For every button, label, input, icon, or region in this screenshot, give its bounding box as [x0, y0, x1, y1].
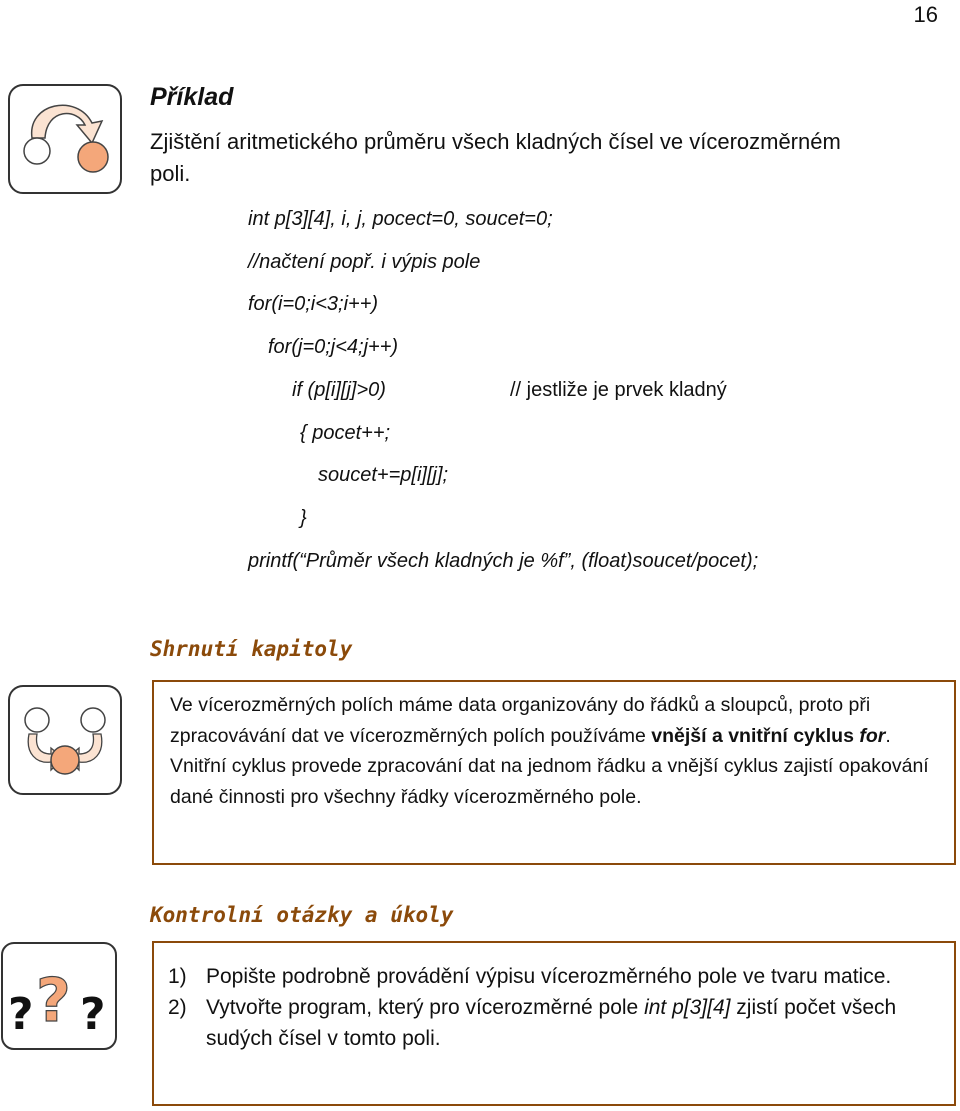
questions-icon	[0, 941, 118, 1051]
svg-text:?: ?	[36, 966, 71, 1036]
list-number: 2)	[168, 996, 187, 1019]
list-text: Popište podrobně provádění výpisu vícerozměrného pole ve tvaru matice.	[206, 965, 892, 988]
list-item	[168, 961, 940, 992]
summary-icon	[7, 684, 123, 796]
summary-title: Shrnutí kapitoly	[150, 637, 353, 661]
list-text: Vytvořte program, který pro vícerozměrné pole int p[3][4] zjistí počet všech sudých čísel v tomto poli.	[206, 996, 897, 1050]
code-line: { pocet++;	[300, 422, 391, 444]
example-intro: Zjištění aritmetického průměru všech kladných čísel ve vícerozměrném poli.	[150, 129, 841, 186]
code-line: for(j=0;j<4;j++)	[268, 336, 399, 358]
list-number: 1)	[168, 965, 187, 988]
code-line: }	[300, 507, 307, 529]
summary-box	[152, 680, 956, 865]
code-comment: // jestliže je prvek kladný	[510, 379, 727, 401]
questions-title: Kontrolní otázky a úkoly	[150, 903, 454, 927]
svg-text:?: ?	[8, 989, 34, 1040]
page-number: 16	[913, 2, 938, 27]
example-icon	[7, 83, 123, 195]
list-item	[168, 992, 940, 1054]
questions-box	[152, 941, 956, 1106]
code-line: //načtení popř. i výpis pole	[248, 251, 481, 273]
svg-text:?: ?	[80, 989, 106, 1040]
code-line: for(i=0;i<3;i++)	[248, 293, 379, 315]
summary-text: Ve vícerozměrných polích máme data organizovány do řádků a sloupců, proto při zpracovávání dat ve vícerozměrných polích používáme vnější a vnitřní cyklus for. Vnitřní cyklus provede zpracování dat na jednom řádku a vnější cyklus zajistí opakování dané činnosti pro všechny řádky vícerozměrného pole.	[170, 694, 929, 808]
code-line: int p[3][4], i, j, pocect=0, soucet=0;	[248, 208, 553, 230]
code-line: printf(“Průměr všech kladných je %f”, (float)soucet/pocet);	[248, 550, 759, 572]
example-heading: Příklad	[150, 83, 234, 111]
code-line: if (p[i][j]>0)	[292, 379, 386, 401]
code-line: soucet+=p[i][j];	[318, 464, 449, 486]
